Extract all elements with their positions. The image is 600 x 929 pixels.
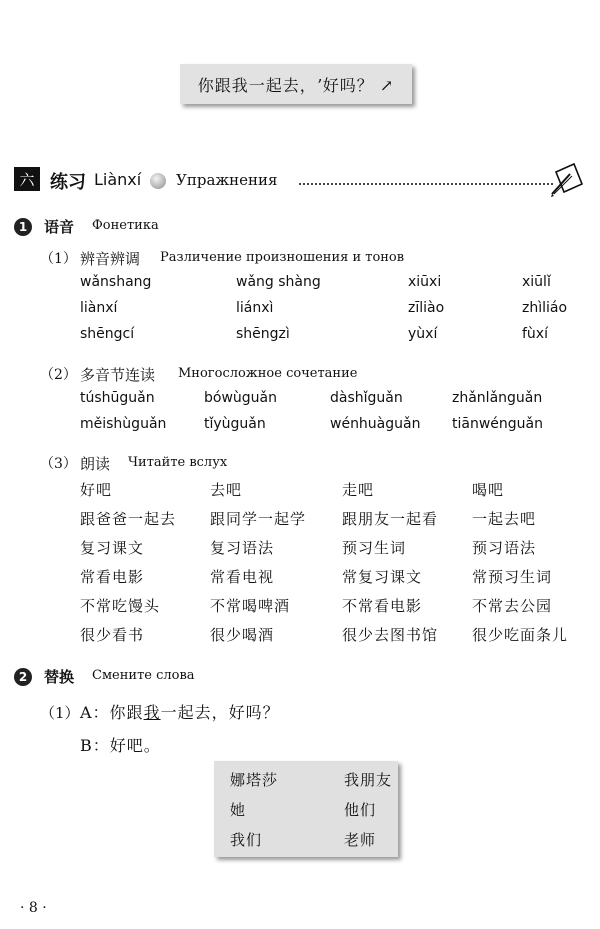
pinyin-word: wǎnshang [80,274,152,290]
reading-phrase: 跟朋友一起看 [342,510,439,528]
dialogue-line-b: B：好吧。 [80,736,161,755]
example-sentence-banner [180,64,412,104]
section-title-pinyin: Liànxí [94,170,142,189]
reading-phrase: 很少去图书馆 [342,626,439,644]
substitution-box [214,761,398,857]
reading-phrase: 喝吧 [472,481,505,499]
reading-phrase: 常复习课文 [342,568,423,586]
exercise-1-number: 1 [14,218,32,236]
part-1-title-ru: Различение произношения и тонов [160,250,405,265]
part-3-label: （3） [40,456,77,472]
exercise-2-part-label: （1） [40,704,80,722]
part-1-label: （1） [40,251,77,267]
reading-phrase: 常看电影 [80,568,145,586]
line-a-suffix: 一起去，好吗？ [160,703,280,722]
reading-phrase: 常看电视 [210,568,275,586]
pinyin-word: zhǎnlǎnguǎn [452,390,543,406]
pinyin-word: tǐyùguǎn [204,416,266,432]
reading-phrase: 预习生词 [342,539,407,557]
notebook-pencil-icon [548,160,588,204]
pinyin-word: liànxí [80,300,118,316]
exercise-1-title-ru: Фонетика [92,218,159,233]
dotted-leader [299,183,553,185]
pinyin-word: xiūlǐ [522,274,551,290]
exercise-2-title-ru: Смените слова [92,668,195,683]
reading-phrase: 好吧 [80,481,113,499]
substitution-word: 娜塔莎 [230,771,279,789]
pinyin-word: túshūguǎn [80,390,155,406]
reading-phrase: 一起去吧 [472,510,537,528]
exercise-2-number: 2 [14,668,32,686]
pinyin-word: dàshǐguǎn [330,390,403,406]
exercise-1-title-cn: 语音 [44,218,75,236]
pinyin-word: xiūxi [408,274,442,290]
pinyin-word: liánxì [236,300,274,316]
reading-phrase: 复习语法 [210,539,275,557]
part-2-title-ru: Многосложное сочетание [178,366,358,381]
line-a-prefix: A：你跟 [80,703,144,722]
pinyin-word: tiānwénguǎn [452,416,543,432]
reading-phrase: 预习语法 [472,539,537,557]
reading-phrase: 常预习生词 [472,568,553,586]
reading-phrase: 去吧 [210,481,243,499]
part-3-title-ru: Читайте вслух [128,455,228,470]
section-header [14,166,599,200]
pinyin-word: zīliào [408,300,445,316]
reading-phrase: 很少看书 [80,626,145,644]
reading-phrase: 跟同学一起学 [210,510,307,528]
pinyin-word: shēngcí [80,326,135,342]
part-2-title-cn: 多音节连读 [80,366,156,384]
reading-phrase: 不常喝啤酒 [210,597,291,615]
section-number: 六 [14,167,40,191]
substitution-word: 她 [230,801,247,819]
reading-phrase: 不常吃馒头 [80,597,161,615]
reading-phrase: 很少喝酒 [210,626,275,644]
pinyin-word: yùxí [408,326,438,342]
reading-phrase: 很少吃面条儿 [472,626,569,644]
reading-phrase: 不常看电影 [342,597,423,615]
pinyin-word: měishùguǎn [80,416,167,432]
substitution-word: 我朋友 [344,771,393,789]
banner-text: 你跟我一起去，ʼ好吗？ ↗ [197,75,395,95]
bullet-circle-icon [150,173,166,189]
pinyin-word: wénhuàguǎn [330,416,421,432]
pinyin-word: fùxí [522,326,548,342]
dialogue-line-a [80,700,280,723]
part-1-title-cn: 辨音辨调 [80,250,141,268]
substitution-word: 老师 [344,831,377,849]
exercise-2-title-cn: 替换 [44,668,75,686]
part-2-label: （2） [40,367,77,383]
pinyin-word: zhìliáo [522,300,568,316]
pinyin-word: bówùguǎn [204,390,277,406]
pinyin-word: shēngzì [236,326,290,342]
reading-phrase: 跟爸爸一起去 [80,510,177,528]
page-number: · 8 · [20,900,47,916]
section-title-ru: Упражнения [176,171,278,189]
reading-phrase: 不常去公园 [472,597,553,615]
part-3-title-cn: 朗读 [80,455,111,473]
substitution-word: 他们 [344,801,377,819]
substitution-word: 我们 [230,831,263,849]
section-title-cn: 练习 [50,172,86,193]
replaceable-word: 我 [143,703,161,722]
pinyin-word: wǎng shàng [236,274,321,290]
reading-phrase: 走吧 [342,481,375,499]
reading-phrase: 复习课文 [80,539,145,557]
